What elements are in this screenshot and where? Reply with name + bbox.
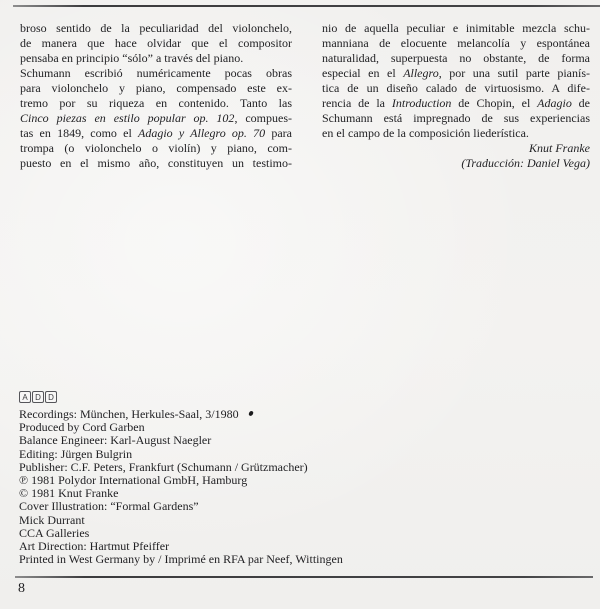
text-line: de manera que hace olvidar que el compositor: [20, 36, 292, 50]
text-line: ℗ 1981 Polydor International GmbH, Hamburg: [19, 473, 248, 487]
text-line: para violonchelo y piano, compensado este ex-: [20, 81, 292, 95]
text-line: en el campo de la composición liederística.: [322, 126, 529, 140]
text-line: naturalidad, superpuesta no obstante, de forma: [322, 51, 590, 65]
text-line: Editing: Jürgen Bulgrin: [19, 447, 133, 461]
text-line: Cover Illustration: “Formal Gardens”: [19, 500, 199, 514]
text-line: tremo por su riqueza en contenido. Tanto las: [20, 96, 292, 110]
text-line: Produced by Cord Garben: [19, 421, 145, 435]
text-line: tas en 1849, como el Adagio y Allegro op. 70 para: [20, 126, 292, 140]
text-line: Recordings: München, Herkules-Saal, 3/1980: [19, 408, 239, 421]
text-line: Schumann está impregnado de sus experiencias: [322, 111, 590, 125]
text-line: Knut Franke: [529, 141, 590, 155]
article-right-column: [322, 21, 590, 171]
spars-letter-a: A: [19, 391, 31, 403]
text-line: rencia de la Introduction de Chopin, el Adagio de: [322, 96, 590, 110]
text-line: Schumann escribió numéricamente pocas obras: [20, 66, 292, 80]
spars-letter-d1: D: [32, 391, 44, 403]
text-line: CCA Galleries: [19, 526, 90, 540]
text-line: especial en el Allegro, por una sutil parte pianís-: [322, 66, 590, 80]
text-line: (Traducción: Daniel Vega): [461, 156, 590, 170]
spars-letter-d2: D: [45, 391, 57, 403]
text-line: Cinco piezas en estilo popular op. 102, compues-: [20, 111, 292, 125]
page-number: 8: [18, 581, 25, 596]
bottom-rule: [15, 576, 593, 578]
article-left-column: [20, 21, 292, 171]
text-line: nio de aquella peculiar e inimitable mezcla schu-: [322, 21, 590, 35]
text-line: broso sentido de la peculiaridad del violonchelo,: [20, 21, 292, 35]
credits-block: [19, 408, 343, 566]
text-line: tica de un diseño calado de virtuosismo. A dife-: [322, 81, 590, 95]
text-line: © 1981 Knut Franke: [19, 487, 119, 501]
text-line: Balance Engineer: Karl-August Naegler: [19, 434, 212, 448]
text-line: Publisher: C.F. Peters, Frankfurt (Schumann / Grützmacher): [19, 460, 308, 474]
text-line: trompa (o violonchelo o violín) y piano, com-: [20, 141, 292, 155]
spars-code-add: [19, 391, 57, 403]
text-line: Art Direction: Hartmut Pfeiffer: [19, 539, 170, 553]
text-line: pensaba en principio “sólo” a través del piano.: [20, 51, 244, 65]
text-line: manniana de elocuente melancolía y espontánea: [322, 36, 590, 50]
text-line: puesto en el mismo año, constituyen un testimo-: [20, 156, 292, 170]
article-text: [20, 21, 590, 171]
top-edge-rule: [13, 5, 600, 7]
text-line: Printed in West Germany by / Imprimé en RFA par Neef, Wittingen: [19, 553, 343, 567]
text-line: Mick Durrant: [19, 513, 85, 527]
